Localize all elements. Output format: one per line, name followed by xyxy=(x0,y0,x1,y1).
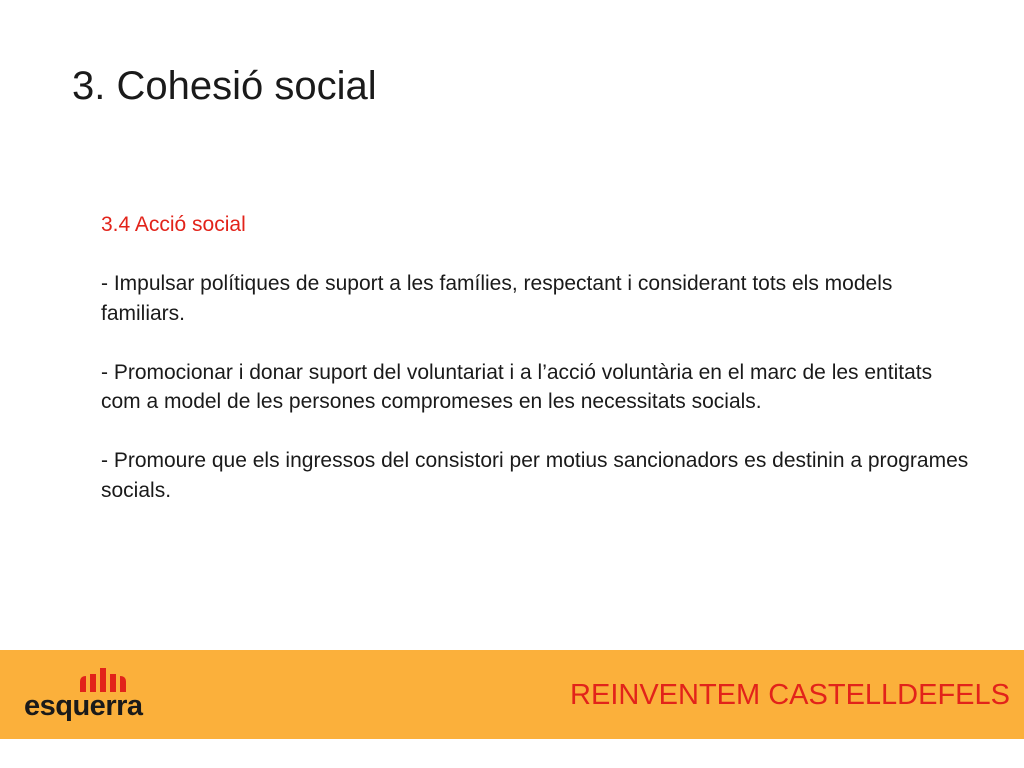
slogan: REINVENTEM CASTELLDEFELS xyxy=(570,679,1010,711)
section-subtitle: 3.4 Acció social xyxy=(101,213,246,236)
slide-title: 3. Cohesió social xyxy=(72,64,377,108)
paragraph-1: - Impulsar polítiques de suport a les famílies, respectant i considerant tots els models familiars. xyxy=(101,272,893,325)
paragraph-2: - Promocionar i donar suport del voluntariat i a l’acció voluntària en el marc de les entitats com a model de les persones compromeses en les necessitats socials. xyxy=(101,360,933,413)
logo-text: esquerra xyxy=(24,690,143,722)
footer-bar xyxy=(0,650,1024,739)
slide-content xyxy=(101,210,971,535)
esquerra-logo xyxy=(24,666,154,726)
paragraph-3: - Promoure que els ingressos del consistori per motius sancionadors es destinin a programes socials. xyxy=(101,449,969,502)
